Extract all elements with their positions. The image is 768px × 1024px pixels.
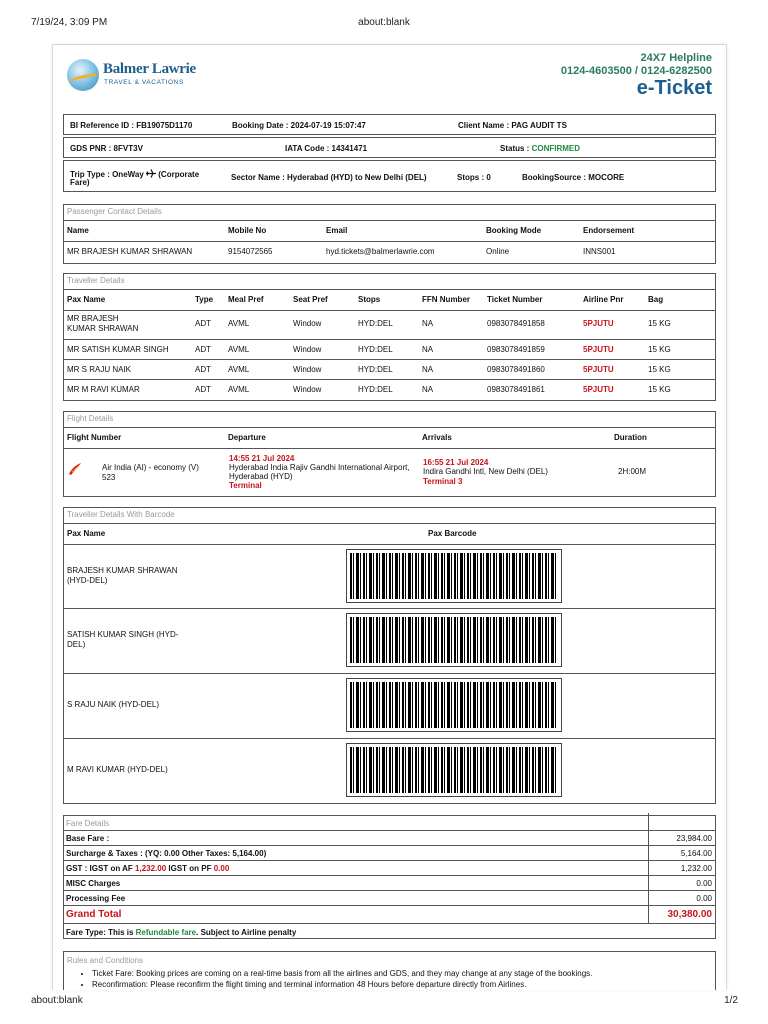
contact-endorsement: INNS001 [583, 247, 616, 256]
pax-meal: AVML [228, 385, 250, 394]
departure-terminal: Terminal [229, 481, 262, 490]
traveller-section-title: Traveller Details [67, 276, 125, 285]
gst-label [66, 864, 229, 873]
flight-header-departure: Departure [228, 433, 266, 442]
grand-total-label: Grand Total [66, 909, 122, 920]
print-page-number: 1/2 [724, 995, 738, 1006]
status [500, 144, 580, 153]
booking-info-row-3 [63, 160, 716, 192]
surcharge-value: 5,164.00 [680, 849, 712, 858]
barcode-pax-name: BRAJESH KUMAR SHRAWAN [67, 566, 178, 575]
contact-booking-mode: Online [486, 247, 510, 256]
gds-pnr: GDS PNR : 8FVT3V [70, 144, 143, 153]
gst-pf-value: 0.00 [213, 864, 230, 873]
pax-seat: Window [293, 385, 322, 394]
pax-airline-pnr: 5PJUTU [583, 345, 614, 354]
pax-meal: AVML [228, 345, 250, 354]
processing-fee-value: 0.00 [696, 894, 712, 903]
contact-header-booking-mode: Booking Mode [486, 226, 542, 235]
contact-header-mobile: Mobile No [228, 226, 267, 235]
pax-seat: Window [293, 319, 322, 328]
traveller-header-bag: Bag [648, 295, 664, 304]
traveller-header-airline-pnr: Airline Pnr [583, 295, 624, 304]
pax-name: MR M RAVI KUMAR [67, 385, 140, 394]
fare-type [66, 928, 296, 937]
pax-bag: 15 KG [648, 365, 671, 374]
rules-list [92, 969, 702, 990]
pax-bag: 15 KG [648, 345, 671, 354]
barcode-pax-name-cont: (HYD-DEL) [67, 576, 108, 585]
pax-name: MR BRAJESH [67, 314, 119, 323]
pax-seat: Window [293, 365, 322, 374]
flight-header-arrivals: Arrivals [422, 433, 452, 442]
contact-header-name: Name [67, 226, 89, 235]
brand-tagline: TRAVEL & VACATIONS [104, 79, 184, 86]
barcode-pax-name: S RAJU NAIK (HYD-DEL) [67, 700, 160, 709]
departure-time: 14:55 21 Jul 2024 [229, 454, 295, 463]
barcode-pax-name: M RAVI KUMAR (HYD-DEL) [67, 765, 168, 774]
arrival-terminal: Terminal 3 [423, 477, 463, 486]
pax-ticket: 0983078491860 [487, 365, 545, 374]
flight-section [63, 411, 716, 497]
barcode-pax-name: SATISH KUMAR SINGH (HYD- [67, 630, 179, 639]
brand-logo [67, 57, 207, 93]
barcode-pax-name-cont: DEL) [67, 640, 86, 649]
barcode-icon [350, 617, 558, 663]
sector-name: Sector Name : Hyderabad (HYD) to New Delhi (DEL) [231, 173, 427, 182]
air-india-logo-icon [68, 462, 82, 476]
arrival-airport: Indira Gandhi Intl, New Delhi (DEL) [423, 467, 548, 476]
traveller-header-stops: Stops [358, 295, 381, 304]
iata-code: IATA Code : 14341471 [285, 144, 368, 153]
barcode-header-pax-barcode: Pax Barcode [428, 529, 477, 538]
pax-barcode [346, 549, 562, 603]
pax-barcode [346, 678, 562, 732]
fare-type-note: . Subject to Airline penalty [196, 928, 297, 937]
processing-fee-label: Processing Fee [66, 894, 126, 903]
trip-type-fare-2: Fare) [70, 178, 90, 187]
contact-section-title: Passenger Contact Details [67, 207, 162, 216]
misc-value: 0.00 [696, 879, 712, 888]
pax-ticket: 0983078491859 [487, 345, 545, 354]
fare-row-gst [63, 860, 716, 875]
pax-name: MR SATISH KUMAR SINGH [67, 345, 169, 354]
pax-type: ADT [195, 345, 211, 354]
pax-ticket: 0983078491858 [487, 319, 545, 328]
rules-section-title: Rules and Conditions [67, 956, 144, 965]
pax-type: ADT [195, 319, 211, 328]
barcode-icon [350, 747, 558, 793]
contact-header-endorsement: Endorsement [583, 226, 635, 235]
misc-label: MISC Charges [66, 879, 121, 888]
flight-number: 523 [102, 473, 116, 482]
fare-row-surcharge [63, 845, 716, 860]
status-label: Status : [500, 144, 532, 153]
flight-section-title: Flight Details [67, 414, 114, 423]
fare-row-grand-total [63, 905, 716, 923]
departure-city: Hyderabad (HYD) [229, 472, 293, 481]
pax-stops: HYD:DEL [358, 319, 393, 328]
print-footer [0, 990, 768, 1024]
list-item: • Ticket Fare: Booking prices are coming on a real-time basis from all the airlines and GDS, and they may change at any stage of the bookings. [92, 969, 702, 978]
pax-type: ADT [195, 385, 211, 394]
barcode-header-pax-name: Pax Name [67, 529, 106, 538]
pax-stops: HYD:DEL [358, 345, 393, 354]
pax-airline-pnr: 5PJUTU [583, 385, 614, 394]
pax-ffn: NA [422, 365, 434, 374]
pax-seat: Window [293, 345, 322, 354]
stops: Stops : 0 [457, 173, 491, 182]
booking-source: BookingSource : MOCORE [522, 173, 625, 182]
helpline-label: 24X7 Helpline [640, 52, 712, 64]
traveller-header-ffn: FFN Number [422, 295, 470, 304]
flight-header-duration: Duration [614, 433, 647, 442]
pax-airline-pnr: 5PJUTU [583, 365, 614, 374]
fare-section [63, 815, 716, 939]
pax-stops: HYD:DEL [358, 385, 393, 394]
traveller-header-seat: Seat Pref [293, 295, 328, 304]
pax-bag: 15 KG [648, 385, 671, 394]
pax-airline-pnr: 5PJUTU [583, 319, 614, 328]
arrival-time: 16:55 21 Jul 2024 [423, 458, 489, 467]
gst-af-value: 1,232.00 [135, 864, 167, 873]
fare-row-type [63, 923, 716, 939]
traveller-section [63, 273, 716, 401]
flight-header-number: Flight Number [67, 433, 122, 442]
barcode-section-title: Traveller Details With Barcode [67, 510, 175, 519]
trip-type-label: Trip Type : OneWay [70, 170, 144, 179]
grand-total-value: 30,380.00 [667, 909, 712, 920]
fare-row-processing [63, 890, 716, 905]
fare-section-title: Fare Details [66, 819, 110, 828]
gst-value: 1,232.00 [680, 864, 712, 873]
contact-section [63, 204, 716, 264]
traveller-header-meal: Meal Pref [228, 295, 264, 304]
fare-row-base [63, 830, 716, 845]
status-badge: CONFIRMED [531, 144, 581, 153]
fare-type-label: Fare Type: This is [66, 928, 136, 937]
fare-row-misc [63, 875, 716, 890]
print-title: about:blank [358, 17, 410, 28]
contact-mobile: 9154072565 [228, 247, 273, 256]
barcode-section [63, 507, 716, 804]
traveller-header-pax-name: Pax Name [67, 295, 106, 304]
trip-type-fare: (Corporate [158, 170, 200, 179]
doc-title: e-Ticket [636, 77, 712, 99]
pax-ffn: NA [422, 319, 434, 328]
print-datetime: 7/19/24, 3:09 PM [31, 17, 108, 28]
barcode-icon [350, 553, 558, 599]
pax-bag: 15 KG [648, 319, 671, 328]
base-fare-label: Base Fare : [66, 834, 110, 843]
pax-meal: AVML [228, 365, 250, 374]
pax-barcode [346, 613, 562, 667]
pax-name: MR S RAJU NAIK [67, 365, 132, 374]
pax-barcode [346, 743, 562, 797]
booking-info-row-2 [63, 137, 716, 158]
airline-name: Air India (AI) - economy (V) [102, 463, 199, 472]
pax-type: ADT [195, 365, 211, 374]
rules-section [63, 951, 716, 990]
departure-airport: Hyderabad India Rajiv Gandhi International Airport, [229, 463, 410, 472]
booking-date: Booking Date : 2024-07-19 15:07:47 [232, 121, 366, 130]
client-name: Client Name : PAG AUDIT TS [458, 121, 567, 130]
pax-ffn: NA [422, 385, 434, 394]
traveller-header-type: Type [195, 295, 214, 304]
print-header [0, 0, 768, 44]
base-fare-value: 23,984.00 [676, 834, 712, 843]
contact-name: MR BRAJESH KUMAR SHRAWAN [67, 247, 193, 256]
helpline-block [561, 52, 712, 100]
pax-stops: HYD:DEL [358, 365, 393, 374]
contact-email[interactable]: hyd.tickets@balmerlawrie.com [326, 247, 435, 256]
airplane-icon [146, 169, 156, 178]
surcharge-label: Surcharge & Taxes : (YQ: 0.00 Other Taxes: 5,164.00) [66, 849, 267, 858]
helpline-numbers: 0124-4603500 / 0124-6282500 [560, 65, 712, 77]
fare-type-value: Refundable fare [135, 928, 197, 937]
gst-pf-label: IGST on PF [166, 864, 214, 873]
gst-af-label: GST : IGST on AF [66, 864, 136, 873]
pax-name-cont: KUMAR SHRAWAN [67, 324, 139, 333]
booking-info-row-1 [63, 114, 716, 135]
pax-meal: AVML [228, 319, 250, 328]
pax-ffn: NA [422, 345, 434, 354]
barcode-icon [350, 682, 558, 728]
bi-reference: BI Reference ID : FB19075D1170 [70, 121, 193, 130]
brand-name: Balmer Lawrie [103, 61, 196, 77]
contact-header-email: Email [326, 226, 348, 235]
print-footer-url: about:blank [31, 995, 83, 1006]
flight-duration: 2H:00M [618, 467, 647, 476]
traveller-header-ticket: Ticket Number [487, 295, 543, 304]
pax-ticket: 0983078491861 [487, 385, 545, 394]
eticket-sheet [52, 44, 727, 990]
list-item: • Reconfirmation: Please reconfirm the flight timing and terminal information 48 Hours before departure directly from Airlines. [92, 980, 702, 989]
